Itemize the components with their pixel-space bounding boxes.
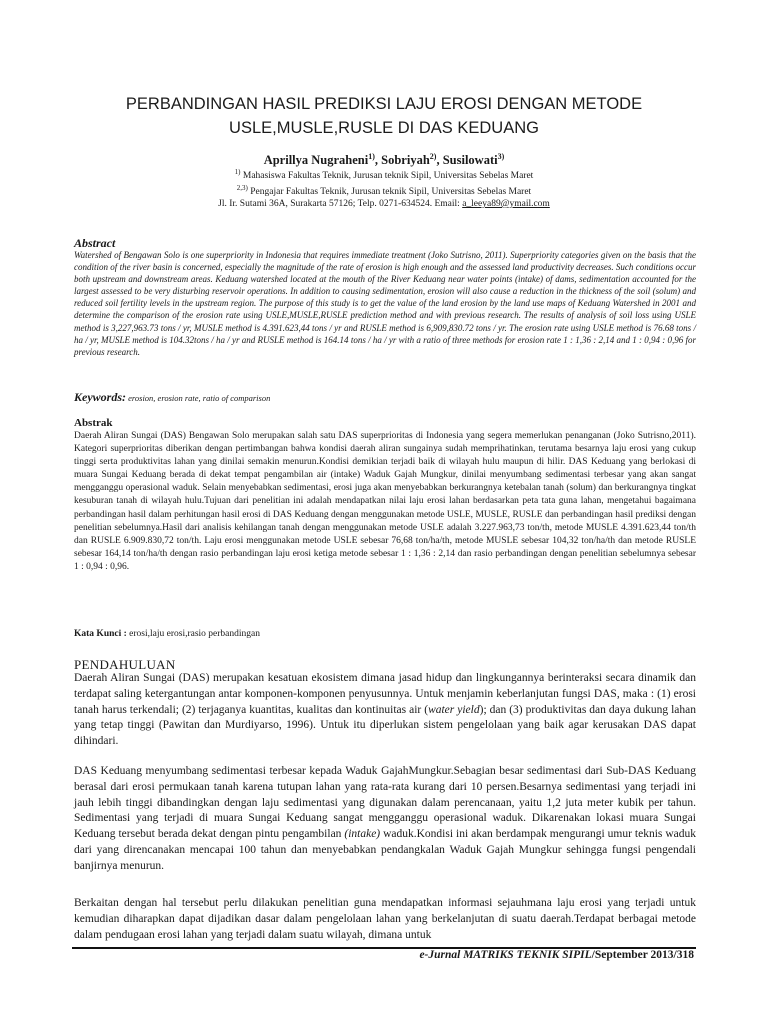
paragraph-1 [74, 671, 696, 750]
affil-marker: 1) [234, 168, 241, 176]
author-separator: , [436, 153, 443, 168]
author-name: Susilowati [442, 153, 498, 168]
keywords [74, 388, 270, 406]
paragraph-italic-term: (intake) [344, 828, 381, 841]
keywords-label: Keywords: [74, 390, 126, 404]
abstract-heading: Abstract [74, 236, 116, 250]
paragraph-text: Daerah Aliran Sungai (DAS) merupakan kesatuan ekosistem dimana jasad hidup dan lingkungannya berinteraksi secara dinamik dan terdapat saling ketergantungan antar komponen-komponen penyusunnya. Untuk menjamin keberlanjutan fungsi DAS, maka : (1) erosi tanah harus terkendali; (2) terjaganya kuantitas, kualitas dan kontinuitas air ( [74, 672, 696, 716]
title-line-2: USLE,MUSLE,RUSLE DI DAS KEDUANG [229, 119, 539, 137]
paragraph-text: DAS Keduang menyumbang sedimentasi terbesar kepada Waduk GajahMungkur.Sebagian besar sedimentasi dari Sub-DAS Keduang berasal dari erosi permukaan tanah karena tutupan lahan yang rata-rata kurang dari 10 persen.Besarnya sedimentasi yang terjadi ini jauh lebih tinggi dibandingkan dengan laju sedimentasi yang digunakan dalam perencanaan, yaitu 1,2 juta meter kubik per tahun. Sedimentasi yang terjadi di muara Sungai Keduang sangat mengganggu operasional waduk. Dikarenakan lokasi muara Sungai Keduang tersebut berada dekat dengan pintu pengambilan [74, 765, 696, 841]
abstract-body: Watershed of Bengawan Solo is one superpriority in Indonesia that requires immediate treatment (Joko Sutrisno, 2011). Superpriority categories given on the basis that the condition of the river basin is concerned, especially the magnitude of the rate of erosion is high enough and the assessed land productivity decreases. Such conditions occur both upstream and downstream areas. Keduang watershed located at the mouth of the River Keduang near water points (intake) of dams, sedimentation accounted for the largest assessed to be very disturbing reservoir operations. In addition to causing sedimentation, erosion will also cause a reduction in the thickness of the soil (solum) and reduced soil fertility levels in the upstream region. The purpose of this study is to get the value of the land erosion by the land use maps of Keduang Watershed in 2001 and determine the comparison of the erosion rate using USLE,MUSLE,RUSLE prediction method and with previous research. The results of analysis of soil loss using USLE method is 3,227,963.73 tons / yr, MUSLE method is 4.391.623,44 tons / yr and RUSLE method is 6,909,830.72 tons / yr. The erosion rate using USLE method is 76.68 tons / ha / yr, MUSLE method is 104.32tons / ha / yr and RUSLE method is 164.14 tons / ha / yr with a ratio of three methods for erosion rate 1 : 1,36 : 2,14 and 1 : 0,94 : 0,96 for previous research. [74, 250, 696, 357]
paper-title [60, 92, 708, 140]
author-affil-marker: 2) [429, 152, 437, 161]
paragraph-3: Berkaitan dengan hal tersebut perlu dilakukan penelitian guna mendapatkan informasi sejauhmana laju erosi yang terjadi untuk kemudian diharapkan dapat dijadikan dasar dalam pengelolaan lahan yang berkelanjutan di suatu daerah.Terdapat berbagai metode dalam pendugaan erosi lahan yang terjadi dalam suatu wilayah, dimana untuk [74, 897, 696, 941]
author-separator: , [374, 153, 382, 168]
paragraph-text: waduk.Kondisi ini akan berdampak mengurangi umur teknis waduk dari yang direncanakan mencapai 100 tahun dan menyebabkan pendangkalan Waduk Gajah Mungkur sehingga fungsi pengendali banjirnya menurun. [74, 828, 696, 872]
affiliation-text: Pengajar Fakultas Teknik, Jurusan teknik Sipil, Universitas Sebelas Maret [250, 187, 532, 198]
author-list [0, 152, 768, 168]
paragraph-text: ); dan (3) produktivitas dan daya dukung lahan yang tetap tinggi (Pawitan dan Murdiyarso, 1996). Untuk itu diperlukan sistem pengelolaan yang baik agar kerusakan DAS dapat dihindari. [74, 703, 697, 748]
page-footer [419, 949, 694, 961]
abstrak-heading: Abstrak [74, 417, 113, 429]
abstrak-body: Daerah Aliran Sungai (DAS) Bengawan Solo merupakan salah satu DAS superprioritas di Indonesia yang segera memerlukan penanganan (Joko Sutrisno,2011). Kategori superprioritas diberikan dengan pertimbangan bahwa kondisi daerah aliran sungainya sudah memprihatinkan, terutama besarnya laju erosi yang cukup tinggi serta produktivitas lahan yang dinilai semakin menurun.Kondisi demikian terjadi baik di wilayah hulu maupun di hilir. DAS Keduang yang berlokasi di muara Sungai Keduang berada di dekat tempat pengambilan air (intake) Waduk Gajah Mungkur, dinilai menyumbang sedimentasi terbesar yang akan sangat mengganggu operasional waduk. Selain menyebabkan sedimentasi, erosi juga akan menyebabkan berkurangnya ketebalan tanah (solum) dan berkurangnya tingkat kesuburan tanah di wilayah hulu.Tujuan dari penelitian ini adalah mendapatkan nilai laju erosi lahan berdasarkan peta tata guna lahan, mengetahui bagaimana perbandingan hasil dalam perhitungan hasil erosi di DAS Keduang dengan menggunakan metode USLE, MUSLE, RUSLE dan perbandingan hasil prediksi dengan penelitian sebelumnya.Hasil dari analisis kehilangan tanah dengan menggunakan metode USLE adalah 3.227.963,73 ton/th, metode MUSLE 4.391.623,44 ton/th dan RUSLE 6.909.830,72 ton/th. Laju erosi menggunakan metode USLE sebesar 76,68 ton/ha/th, metode MUSLE sebesar 104,32 ton/ha/th dan metode RUSLE sebesar 164,14 ton/ha/th dengan rasio perbandingan laju erosi ketiga metode sebesar 1 : 1,36 : 2,14 dan rasio perbandingan dengan penelitian sebelumnya sebesar 1 : 0,94 : 0,96. [74, 431, 696, 572]
paragraph-2 [74, 764, 696, 875]
journal-name: e-Jurnal MATRIKS TEKNIK SIPIL [419, 949, 592, 961]
affil-marker: 2,3) [236, 184, 248, 192]
contact-address [0, 199, 768, 209]
kata-kunci-value: erosi,laju erosi,rasio perbandingan [126, 629, 261, 639]
kata-kunci [74, 629, 260, 639]
section-heading-pendahuluan: PENDAHULUAN [74, 657, 176, 672]
author-affil-marker: 3) [497, 152, 505, 161]
author-name: Sobriyah [381, 153, 430, 168]
email-link[interactable]: a_leeya89@ymail.com [462, 199, 550, 209]
kata-kunci-label: Kata Kunci : [74, 629, 127, 639]
author-name: Aprillya Nugraheni [263, 153, 369, 168]
affiliation-2 [0, 184, 768, 197]
author-affil-marker: 1) [368, 152, 375, 161]
address-text: Jl. Ir. Sutami 36A, Surakarta 57126; Telp. 0271-634524. Email: [218, 199, 463, 209]
paragraph-italic-term: water yield [428, 703, 480, 716]
affiliation-text: Mahasiswa Fakultas Teknik, Jurusan teknik Sipil, Universitas Sebelas Maret [242, 171, 534, 182]
title-line-1: PERBANDINGAN HASIL PREDIKSI LAJU EROSI DENGAN METODE [125, 95, 643, 113]
issue-page: /September 2013/318 [591, 949, 694, 961]
keywords-value: erosion, erosion rate, ratio of comparison [126, 393, 271, 403]
affiliation-1 [0, 168, 768, 181]
